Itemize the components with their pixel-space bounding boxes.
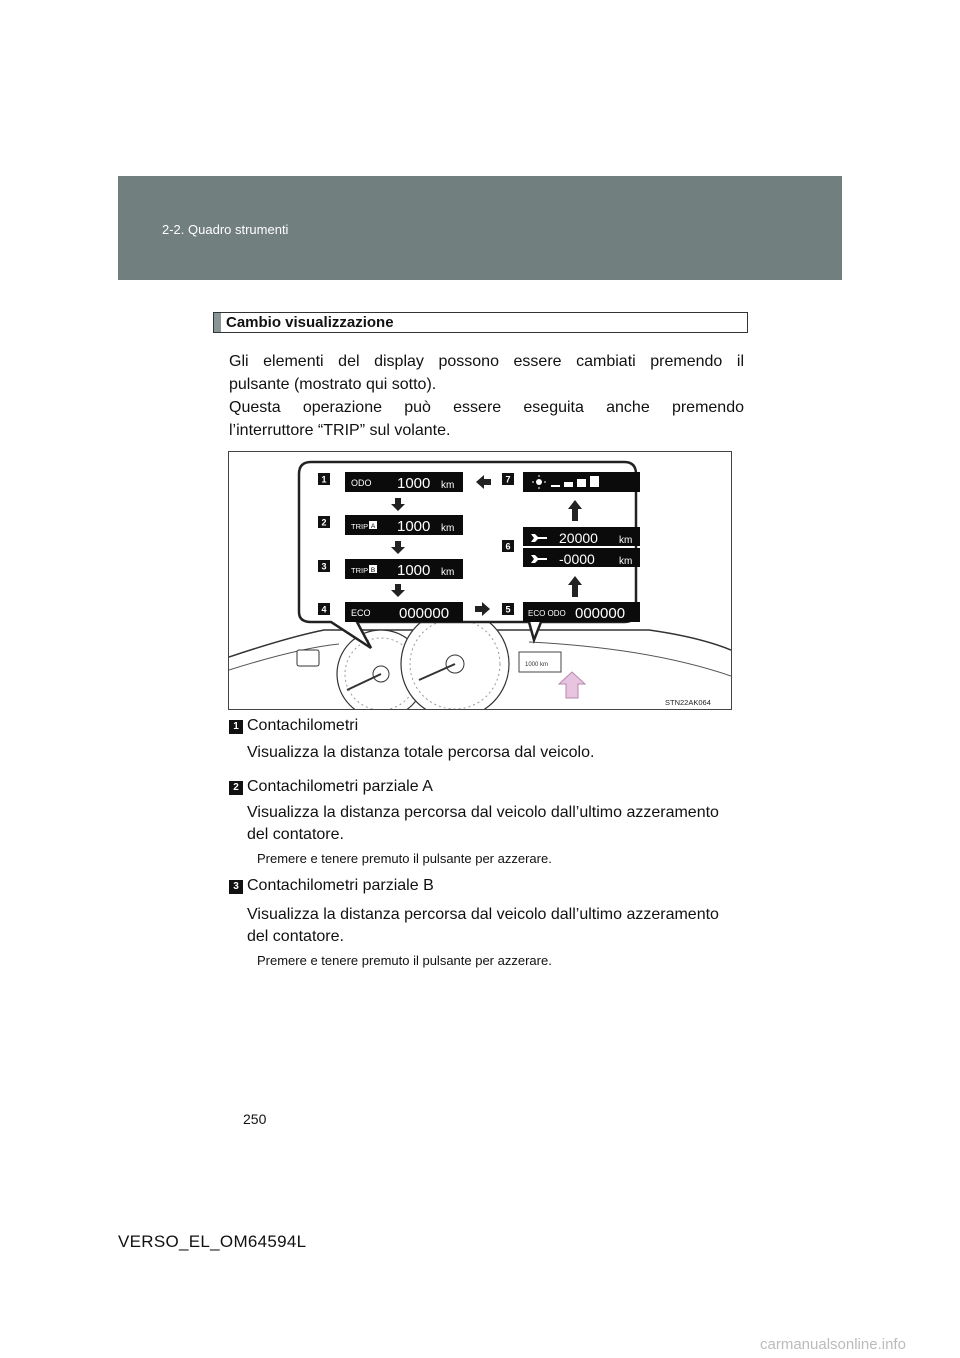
svg-text:-0000: -0000 [559, 551, 595, 567]
brightness-bar [551, 485, 560, 487]
item-number-badge: 1 [229, 720, 243, 734]
svg-text:ECO ODO: ECO ODO [528, 609, 566, 618]
svg-text:1000: 1000 [397, 518, 431, 535]
item-title: Contachilometri [247, 717, 359, 734]
section-heading [213, 312, 748, 333]
cluster-button [297, 650, 319, 666]
svg-text:km: km [441, 567, 455, 578]
svg-text:1000: 1000 [397, 475, 431, 492]
svg-text:km: km [619, 535, 633, 546]
brightness-bar [577, 479, 586, 487]
svg-text:km: km [441, 523, 455, 534]
document-code: VERSO_EL_OM64594L [118, 1232, 307, 1251]
dashboard-line [229, 644, 339, 670]
svg-text:A: A [370, 523, 376, 530]
chapter-header [118, 176, 842, 280]
svg-text:ECO: ECO [351, 608, 371, 618]
intro-line: Gli elementi del display possono essere cambiati premendo il [229, 353, 744, 370]
svg-text:TRIP: TRIP [351, 522, 369, 531]
svg-text:TRIP: TRIP [351, 566, 369, 575]
intro-line: pulsante (mostrato qui sotto). [229, 376, 437, 393]
item-description: Visualizza la distanza percorsa dal veicolo dall’ultimo azzeramento [247, 804, 719, 821]
item-note: Premere e tenere premuto il pulsante per azzerare. [257, 851, 552, 866]
push-arrow [559, 672, 585, 698]
intro-line: Questa operazione può essere eseguita anche premendo [229, 399, 744, 416]
cluster-readout: 1000 km [525, 662, 549, 668]
item-note: Premere e tenere premuto il pulsante per azzerare. [257, 953, 552, 968]
svg-text:km: km [441, 480, 455, 491]
intro-line: l’interruttore “TRIP” sul volante. [229, 422, 451, 439]
item-number-badge: 3 [229, 880, 243, 894]
item-description: Visualizza la distanza totale percorsa dal veicolo. [247, 744, 595, 761]
svg-text:ODO: ODO [351, 478, 372, 488]
svg-text:km: km [619, 556, 633, 567]
display-switch-figure [228, 451, 732, 710]
item-description: del contatore. [247, 826, 344, 843]
svg-text:B: B [370, 567, 376, 574]
svg-text:000000: 000000 [399, 605, 450, 622]
sun-icon [536, 479, 542, 485]
item-number-badge: 2 [229, 781, 243, 795]
brightness-bar [590, 476, 599, 487]
display-diagram [229, 452, 731, 709]
breadcrumb: 2-2. Quadro strumenti [162, 222, 289, 237]
heading-bar [214, 313, 221, 332]
svg-text:2: 2 [321, 517, 327, 528]
page-number: 250 [243, 1111, 267, 1127]
svg-text:5: 5 [505, 604, 511, 615]
svg-text:3: 3 [321, 561, 327, 572]
svg-text:1: 1 [321, 474, 327, 485]
figure-code: STN22AK064 [665, 698, 711, 707]
item-title: Contachilometri parziale B [247, 877, 434, 894]
svg-text:4: 4 [321, 604, 327, 615]
svg-text:6: 6 [505, 541, 511, 552]
svg-text:000000: 000000 [575, 605, 626, 622]
item-description: del contatore. [247, 928, 344, 945]
item-title: Contachilometri parziale A [247, 778, 433, 795]
svg-text:20000: 20000 [559, 530, 598, 546]
svg-text:7: 7 [505, 474, 511, 485]
watermark: carmanualsonline.info [760, 1336, 906, 1353]
item-description: Visualizza la distanza percorsa dal veicolo dall’ultimo azzeramento [247, 906, 719, 923]
svg-text:1000: 1000 [397, 562, 431, 579]
section-title: Cambio visualizzazione [226, 314, 394, 331]
brightness-bar [564, 482, 573, 487]
